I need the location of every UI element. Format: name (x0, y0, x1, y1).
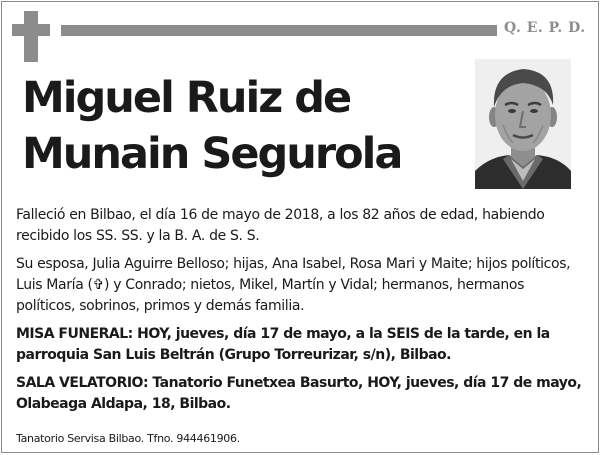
announcement-paragraph: Falleció en Bilbao, el día 16 de mayo de 2018, a los 82 años de edad, habiendo recibido los SS. SS. y la B. A. de S. S. (16, 207, 545, 244)
funeral-mass-paragraph: MISA FUNERAL: HOY, jueves, día 17 de mayo, a la SEIS de la tarde, en la parroquia San Luis Beltrán (Grupo Torreurizar, s/n), Bilbao. (16, 326, 550, 363)
cross-vertical-bar (24, 11, 38, 62)
small-cross-icon: ✞ (92, 277, 105, 293)
qepd-label: Q. E. P. D. (504, 20, 586, 36)
family-paragraph (16, 254, 586, 317)
cross-horizontal-bar (12, 24, 50, 36)
notice-body (16, 205, 586, 415)
name-line-1: Miguel Ruiz de (22, 73, 351, 123)
obituary-notice (1, 1, 599, 453)
header-rule (61, 25, 497, 36)
wake-room-paragraph: SALA VELATORIO: Tanatorio Funetxea Basurto, HOY, jueves, día 17 de mayo, Olabeaga Aldapa, 18, Bilbao. (16, 375, 582, 412)
family-text-before-cross: Su esposa, Julia Aguirre Belloso; hijas, Ana Isabel, Rosa Mari y Maite; hijos políticos, Luis María ( (16, 256, 571, 293)
deceased-name (22, 70, 401, 182)
name-line-2: Munain Segurola (22, 129, 402, 179)
portrait-photo (475, 59, 571, 189)
family-text-after-cross: ) y Conrado; nietos, Mikel, Martín y Vidal; hermanos, hermanos políticos, sobrinos, primos y demás familia. (16, 277, 525, 314)
funeral-home-contact: Tanatorio Servisa Bilbao. Tfno. 944461906. (16, 432, 240, 445)
